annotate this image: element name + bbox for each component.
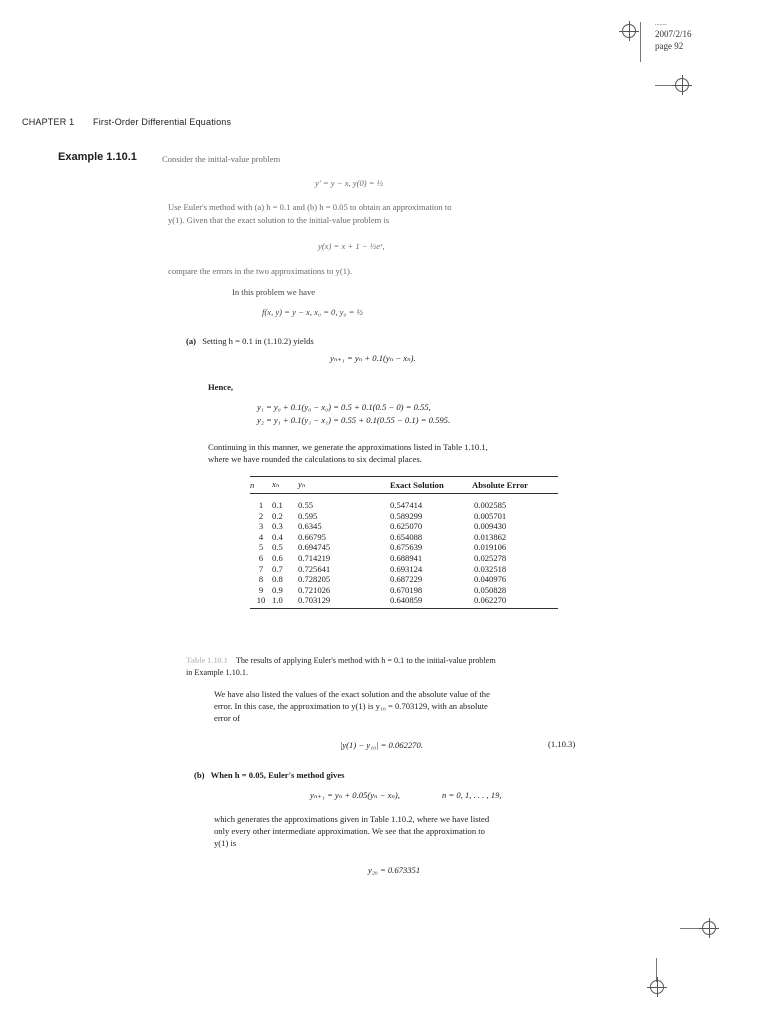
- y2-equation: y₂ = y₁ + 0.1(y₁ − x₁) = 0.55 + 0.1(0.55 − 0.1) = 0.595.: [257, 415, 451, 425]
- cell-error: 0.050828: [474, 584, 507, 595]
- hence-text: Hence,: [208, 382, 234, 392]
- cell-xn: 0.4: [272, 531, 283, 542]
- cell-error: 0.009430: [474, 521, 507, 532]
- part-a-text: Setting h = 0.1 in (1.10.2) yields: [202, 336, 314, 346]
- header-meta: [655, 20, 692, 52]
- results-table: [250, 476, 558, 609]
- table-row: [250, 585, 558, 596]
- header-n: n: [250, 477, 272, 494]
- cell-exact: 0.589299: [390, 510, 423, 521]
- cell-xn: 0.9: [272, 584, 283, 595]
- table-row: [250, 500, 558, 511]
- table-row: [250, 521, 558, 532]
- cell-yn: 0.721026: [298, 584, 331, 595]
- cell-exact: 0.625070: [390, 521, 423, 532]
- after-table-line2: error. In this case, the approximation to y(1) is y₁₀ = 0.703129, with an absolute: [214, 701, 488, 711]
- generates-line2: only every other intermediate approximation. We see that the approximation to: [214, 826, 485, 836]
- table-caption: [186, 655, 496, 667]
- header-page: page 92: [655, 41, 684, 51]
- cell-yn: 0.694745: [298, 542, 331, 553]
- cell-xn: 0.8: [272, 574, 283, 585]
- part-b-label: (b): [194, 770, 205, 780]
- cell-yn: 0.66795: [298, 531, 326, 542]
- final-equation: y₂₀ = 0.673351: [368, 865, 421, 875]
- cell-yn: 0.595: [298, 510, 318, 521]
- cell-error: 0.005701: [474, 510, 507, 521]
- cell-exact: 0.654088: [390, 531, 423, 542]
- table-caption-line2: in Example 1.10.1.: [186, 668, 249, 677]
- registration-mark-right-bottom: [702, 921, 716, 935]
- running-head: [22, 117, 231, 127]
- table-row: [250, 574, 558, 585]
- error-equation: |y(1) − y₁₀| = 0.062270.: [340, 740, 423, 750]
- compare-text: compare the errors in the two approximations to y(1).: [168, 266, 352, 276]
- after-table-line1: We have also listed the values of the exact solution and the absolute value of the: [214, 689, 490, 699]
- cell-yn: 0.725641: [298, 563, 331, 574]
- cell-n: 6: [258, 552, 264, 563]
- cell-xn: 0.1: [272, 500, 283, 510]
- cell-error: 0.040976: [474, 574, 507, 585]
- generates-line1: which generates the approximations given in Table 1.10.2, where we have listed: [214, 814, 490, 824]
- cell-yn: 0.703129: [298, 595, 390, 608]
- cell-exact: 0.640859: [390, 595, 462, 608]
- table-row: [250, 564, 558, 575]
- cell-n: 8: [258, 574, 264, 585]
- cell-yn: 0.55: [298, 500, 314, 510]
- y1-equation: y₁ = y₀ + 0.1(y₀ − x₀) = 0.5 + 0.1(0.5 − 0) = 0.55,: [257, 402, 431, 412]
- results-table-wrapper: [250, 476, 558, 609]
- cell-n: 4: [258, 531, 264, 542]
- cell-n: 1: [258, 500, 264, 510]
- chapter-title: First-Order Differential Equations: [93, 117, 232, 127]
- table-row: [250, 511, 558, 522]
- cell-error: 0.025278: [474, 552, 507, 563]
- part-b-text: When h = 0.05, Euler's method gives: [210, 770, 345, 780]
- part-a: [186, 335, 314, 347]
- header-error: Absolute Error: [462, 477, 558, 494]
- cell-error: 0.019106: [474, 542, 507, 553]
- cell-xn: 0.3: [272, 521, 283, 532]
- header-code: ........: [655, 21, 667, 27]
- crop-line-top: [640, 22, 641, 62]
- cell-error: 0.002585: [474, 500, 507, 510]
- cell-yn: 0.728205: [298, 574, 331, 585]
- cell-error: 0.032518: [474, 563, 507, 574]
- problem-have-text: In this problem we have: [232, 287, 316, 297]
- part-b-range: n = 0, 1, . . . , 19,: [442, 790, 502, 800]
- cell-error: 0.013862: [474, 531, 507, 542]
- cell-n: 2: [258, 510, 264, 521]
- ivp-equation: y′ = y − x, y(0) = ½: [315, 178, 384, 188]
- cell-n: 3: [258, 521, 264, 532]
- header-exact: Exact Solution: [390, 477, 462, 494]
- continuing-line1: Continuing in this manner, we generate the approximations listed in Table 1.10.1,: [208, 442, 488, 452]
- continuing-line2: where we have rounded the calculations to six decimal places.: [208, 454, 422, 464]
- part-a-label: (a): [186, 336, 197, 346]
- generates-line3: y(1) is: [214, 838, 237, 848]
- example-intro: Consider the initial-value problem: [162, 154, 281, 164]
- chapter-label: CHAPTER 1: [22, 117, 75, 127]
- cell-error: 0.062270: [462, 595, 558, 608]
- header-xn: xₙ: [272, 477, 298, 494]
- registration-mark-bottom: [650, 980, 664, 994]
- part-b-equation: yₙ₊₁ = yₙ + 0.05(yₙ − xₙ),: [310, 790, 400, 800]
- example-label: Example 1.10.1: [58, 151, 137, 163]
- cell-exact: 0.675639: [390, 542, 423, 553]
- table-caption-label: Table 1.10.1: [186, 656, 228, 665]
- exact-solution-equation: y(x) = x + 1 − ½eˣ,: [318, 241, 385, 251]
- cell-xn: 1.0: [272, 595, 298, 608]
- table-caption-line1: The results of applying Euler's method with h = 0.1 to the initial-value problem: [235, 656, 496, 665]
- table-row: [250, 532, 558, 543]
- euler-text-line2: y(1). Given that the exact solution to the initial-value problem is: [168, 215, 390, 225]
- cell-xn: 0.5: [272, 542, 283, 553]
- table-row: [250, 595, 558, 608]
- cell-xn: 0.6: [272, 552, 283, 563]
- header-yn: yₙ: [298, 477, 390, 494]
- cell-n: 7: [258, 563, 264, 574]
- part-a-equation: yₙ₊₁ = yₙ + 0.1(yₙ − xₙ).: [330, 353, 416, 363]
- table-header-row: [250, 477, 558, 494]
- registration-mark-top: [622, 24, 634, 36]
- euler-text-line1: Use Euler's method with (a) h = 0.1 and (b) h = 0.05 to obtain an approximation to: [168, 202, 452, 212]
- cell-n: 10: [250, 595, 272, 608]
- cell-exact: 0.670198: [390, 584, 423, 595]
- header-date: 2007/2/16: [655, 29, 692, 39]
- cell-xn: 0.7: [272, 563, 283, 574]
- cell-exact: 0.687229: [390, 574, 423, 585]
- cell-xn: 0.2: [272, 510, 283, 521]
- after-table-line3: error of: [214, 713, 241, 723]
- cell-exact: 0.547414: [390, 500, 423, 510]
- table-row: [250, 542, 558, 553]
- cell-n: 9: [258, 584, 264, 595]
- cell-yn: 0.6345: [298, 521, 322, 532]
- table-row: [250, 553, 558, 564]
- setup-equation: f(x, y) = y − x, x₀ = 0, y₀ = ½: [262, 307, 363, 317]
- registration-mark-right-top: [675, 78, 689, 92]
- cell-exact: 0.688941: [390, 552, 423, 563]
- part-b: [194, 769, 344, 781]
- cell-exact: 0.693124: [390, 563, 423, 574]
- error-equation-number: (1.10.3): [548, 739, 576, 749]
- cell-yn: 0.714219: [298, 552, 331, 563]
- cell-n: 5: [258, 542, 264, 553]
